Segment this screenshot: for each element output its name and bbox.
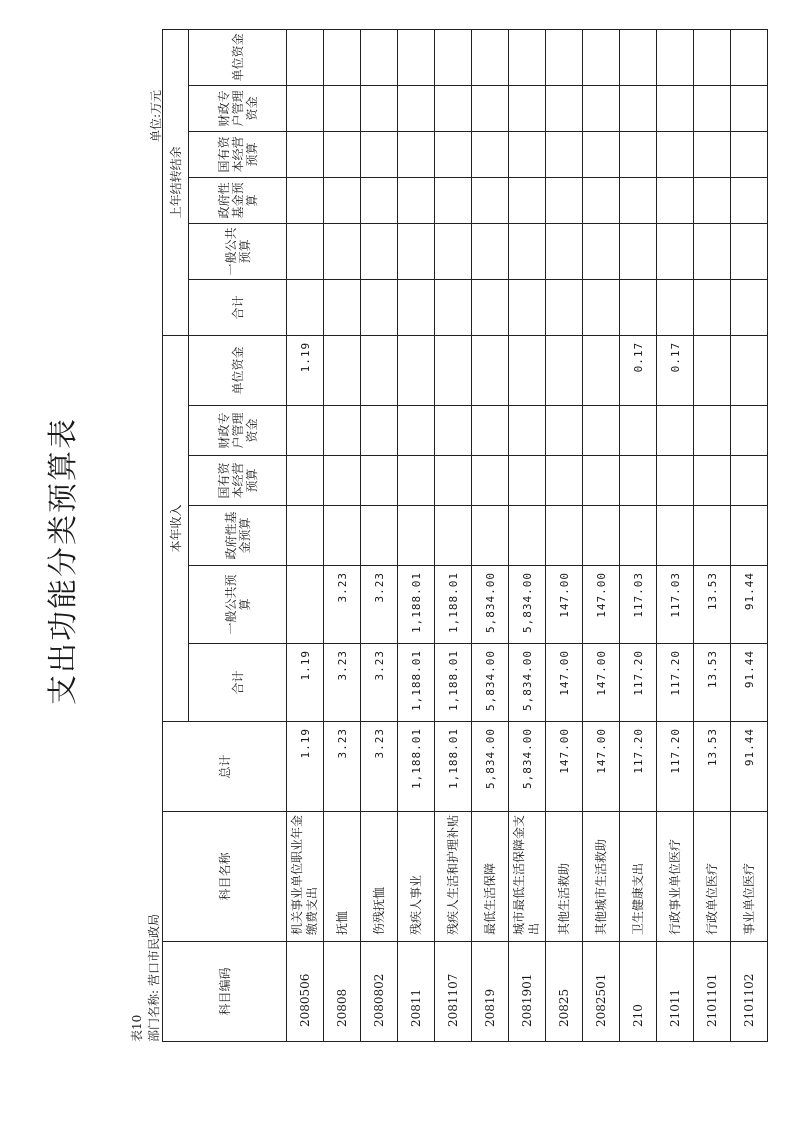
row-current-general: 1,188.01 (435, 566, 472, 644)
row-code: 2101101 (694, 942, 731, 1042)
row-code: 2081107 (435, 942, 472, 1042)
row-carry-total (361, 279, 398, 335)
row-carry-general (324, 223, 361, 279)
row-current-total: 3.23 (361, 644, 398, 722)
row-current-state (657, 456, 694, 506)
row-name: 其他城市生活救助 (583, 812, 620, 942)
row-current-general: 13.53 (694, 566, 731, 644)
row-name: 伤残抚恤 (361, 812, 398, 942)
row-code: 210 (620, 942, 657, 1042)
table-body (287, 29, 768, 1041)
row-current-unit: 1.19 (287, 335, 324, 405)
header-carry-fund: 政府性基金预算 (189, 177, 287, 223)
row-current-general: 117.03 (620, 566, 657, 644)
row-name: 最低生活保障 (472, 812, 509, 942)
row-code: 2080802 (361, 942, 398, 1042)
header-code: 科目编码 (163, 942, 287, 1042)
table-row (546, 29, 583, 1041)
row-carry-special (435, 85, 472, 131)
row-current-special (731, 406, 768, 456)
row-current-special (694, 406, 731, 456)
row-carry-fund (324, 177, 361, 223)
table-row (287, 29, 324, 1041)
row-carry-state (398, 131, 435, 177)
row-carry-special (287, 85, 324, 131)
row-carry-general (398, 223, 435, 279)
table-number: 表10 (130, 1014, 144, 1042)
row-name: 事业单位医疗 (731, 812, 768, 942)
row-name: 城市最低生活保障金支出 (509, 812, 546, 942)
row-current-fund (361, 506, 398, 566)
row-carry-state (657, 131, 694, 177)
row-carry-total (657, 279, 694, 335)
row-carry-general (472, 223, 509, 279)
row-carry-fund (287, 177, 324, 223)
header-carry-state: 国有资本经营预算 (189, 131, 287, 177)
row-current-total: 5,834.00 (472, 644, 509, 722)
table-row (620, 29, 657, 1041)
row-carry-fund (472, 177, 509, 223)
row-current-state (509, 456, 546, 506)
row-current-total: 1.19 (287, 644, 324, 722)
row-code: 2081901 (509, 942, 546, 1042)
table-row (509, 29, 546, 1041)
row-total: 117.20 (620, 722, 657, 812)
row-current-general: 1,188.01 (398, 566, 435, 644)
row-carry-general (287, 223, 324, 279)
row-current-unit (583, 335, 620, 405)
row-current-total: 147.00 (546, 644, 583, 722)
row-current-fund (694, 506, 731, 566)
row-carry-total (287, 279, 324, 335)
table-row (583, 29, 620, 1041)
table-row (472, 29, 509, 1041)
row-current-fund (324, 506, 361, 566)
header-carry-unit: 单位资金 (189, 29, 287, 85)
row-current-unit (472, 335, 509, 405)
row-current-fund (583, 506, 620, 566)
row-code: 20811 (398, 942, 435, 1042)
row-carry-total (546, 279, 583, 335)
row-carry-general (546, 223, 583, 279)
header-current-fund: 政府性基金预算 (189, 506, 287, 566)
row-carry-fund (694, 177, 731, 223)
row-name: 行政单位医疗 (694, 812, 731, 942)
row-current-unit (546, 335, 583, 405)
table-row (398, 29, 435, 1041)
row-code: 21011 (657, 942, 694, 1042)
row-current-state (546, 456, 583, 506)
row-current-general: 5,834.00 (472, 566, 509, 644)
row-current-unit (324, 335, 361, 405)
row-current-fund (509, 506, 546, 566)
row-current-general: 3.23 (324, 566, 361, 644)
row-current-fund (435, 506, 472, 566)
row-carry-state (435, 131, 472, 177)
header-current-income: 本年收入 (163, 335, 189, 721)
row-current-fund (398, 506, 435, 566)
row-name: 其他生活救助 (546, 812, 583, 942)
row-current-unit: 0.17 (620, 335, 657, 405)
row-carry-general (509, 223, 546, 279)
row-carry-state (324, 131, 361, 177)
row-carry-general (583, 223, 620, 279)
row-code: 20808 (324, 942, 361, 1042)
row-carry-special (398, 85, 435, 131)
row-carry-unit (694, 29, 731, 85)
row-current-total: 117.20 (620, 644, 657, 722)
row-current-total: 13.53 (694, 644, 731, 722)
row-current-special (287, 406, 324, 456)
header-carry-total: 合计 (189, 279, 287, 335)
page-title: 支出功能分类预算表 (46, 417, 81, 705)
row-carry-general (361, 223, 398, 279)
row-carry-special (472, 85, 509, 131)
row-carry-state (361, 131, 398, 177)
header-current-general: 一般公共预算 (189, 566, 287, 644)
row-total: 147.00 (546, 722, 583, 812)
row-name: 机关事业单位职业年金缴费支出 (287, 812, 324, 942)
header-carry-general: 一般公共预算 (189, 223, 287, 279)
row-carry-unit (324, 29, 361, 85)
row-carry-total (509, 279, 546, 335)
table-row (361, 29, 398, 1041)
unit-label: 单位:万元 (149, 90, 163, 143)
row-current-general: 147.00 (546, 566, 583, 644)
row-current-fund (620, 506, 657, 566)
row-name: 卫生健康支出 (620, 812, 657, 942)
row-carry-state (731, 131, 768, 177)
row-carry-state (287, 131, 324, 177)
row-current-state (287, 456, 324, 506)
row-carry-total (324, 279, 361, 335)
row-current-general (287, 566, 324, 644)
row-carry-unit (620, 29, 657, 85)
row-current-unit (435, 335, 472, 405)
row-code: 2082501 (583, 942, 620, 1042)
budget-table (162, 29, 768, 1042)
row-current-unit (509, 335, 546, 405)
row-total: 3.23 (324, 722, 361, 812)
row-current-total: 91.44 (731, 644, 768, 722)
header-name: 科目名称 (163, 812, 287, 942)
row-carry-total (620, 279, 657, 335)
row-current-unit (731, 335, 768, 405)
header-carry-special: 财政专户管理资金 (189, 85, 287, 131)
header-current-total: 合计 (189, 644, 287, 722)
row-current-unit (694, 335, 731, 405)
row-carry-total (694, 279, 731, 335)
row-total: 117.20 (657, 722, 694, 812)
row-code: 2101102 (731, 942, 768, 1042)
row-current-fund (287, 506, 324, 566)
department-label: 部门名称: (147, 989, 161, 1042)
row-carry-special (731, 85, 768, 131)
row-carry-special (324, 85, 361, 131)
row-current-special (620, 406, 657, 456)
row-carry-general (435, 223, 472, 279)
row-code: 2080506 (287, 942, 324, 1042)
row-current-special (472, 406, 509, 456)
row-current-general: 91.44 (731, 566, 768, 644)
row-carry-total (583, 279, 620, 335)
row-current-state (731, 456, 768, 506)
row-carry-fund (398, 177, 435, 223)
row-current-total: 1,188.01 (398, 644, 435, 722)
row-total: 13.53 (694, 722, 731, 812)
row-current-total: 3.23 (324, 644, 361, 722)
row-current-total: 117.20 (657, 644, 694, 722)
row-carry-special (694, 85, 731, 131)
row-carry-special (546, 85, 583, 131)
row-total: 147.00 (583, 722, 620, 812)
row-current-total: 147.00 (583, 644, 620, 722)
row-current-total: 5,834.00 (509, 644, 546, 722)
row-name: 残疾人生活和护理补贴 (435, 812, 472, 942)
row-current-general: 5,834.00 (509, 566, 546, 644)
row-current-unit: 0.17 (657, 335, 694, 405)
row-code: 20825 (546, 942, 583, 1042)
row-carry-unit (435, 29, 472, 85)
row-name: 残疾人事业 (398, 812, 435, 942)
row-current-special (361, 406, 398, 456)
row-carry-unit (287, 29, 324, 85)
row-current-total: 1,188.01 (435, 644, 472, 722)
row-total: 91.44 (731, 722, 768, 812)
row-carry-unit (657, 29, 694, 85)
header-carryover: 上年结转结余 (163, 29, 189, 335)
header-current-unit: 单位资金 (189, 335, 287, 405)
row-carry-fund (546, 177, 583, 223)
row-current-state (472, 456, 509, 506)
row-total: 1.19 (287, 722, 324, 812)
row-current-state (324, 456, 361, 506)
row-current-state (398, 456, 435, 506)
row-carry-total (398, 279, 435, 335)
row-carry-general (731, 223, 768, 279)
table-row (435, 29, 472, 1041)
header-current-state: 国有资本经营预算 (189, 456, 287, 506)
row-current-general: 147.00 (583, 566, 620, 644)
row-carry-total (731, 279, 768, 335)
row-carry-general (620, 223, 657, 279)
department-line (145, 910, 162, 1042)
row-current-special (398, 406, 435, 456)
row-carry-state (472, 131, 509, 177)
header-total: 总计 (163, 722, 287, 812)
row-carry-total (435, 279, 472, 335)
row-name: 抚恤 (324, 812, 361, 942)
table-row (324, 29, 361, 1041)
row-current-general: 117.03 (657, 566, 694, 644)
row-carry-state (546, 131, 583, 177)
row-carry-special (620, 85, 657, 131)
row-carry-special (361, 85, 398, 131)
row-carry-special (657, 85, 694, 131)
row-current-special (583, 406, 620, 456)
row-total: 3.23 (361, 722, 398, 812)
row-total: 1,188.01 (435, 722, 472, 812)
row-current-unit (361, 335, 398, 405)
row-current-general: 3.23 (361, 566, 398, 644)
row-carry-state (583, 131, 620, 177)
table-row (657, 29, 694, 1041)
row-carry-state (694, 131, 731, 177)
row-current-fund (472, 506, 509, 566)
row-total: 1,188.01 (398, 722, 435, 812)
row-carry-total (472, 279, 509, 335)
department-name: 营口市民政局 (147, 913, 161, 986)
row-current-state (435, 456, 472, 506)
row-carry-fund (509, 177, 546, 223)
row-current-state (361, 456, 398, 506)
row-carry-fund (731, 177, 768, 223)
header-current-special: 财政专户管理资金 (189, 406, 287, 456)
row-carry-fund (620, 177, 657, 223)
row-current-fund (657, 506, 694, 566)
row-carry-state (509, 131, 546, 177)
row-current-state (583, 456, 620, 506)
table-row (731, 29, 768, 1041)
row-current-special (546, 406, 583, 456)
row-current-unit (398, 335, 435, 405)
row-carry-general (694, 223, 731, 279)
row-carry-general (657, 223, 694, 279)
row-current-special (324, 406, 361, 456)
row-carry-unit (509, 29, 546, 85)
row-total: 5,834.00 (509, 722, 546, 812)
row-carry-unit (398, 29, 435, 85)
row-code: 20819 (472, 942, 509, 1042)
row-current-state (694, 456, 731, 506)
row-carry-state (620, 131, 657, 177)
row-current-state (620, 456, 657, 506)
row-carry-fund (657, 177, 694, 223)
row-carry-unit (472, 29, 509, 85)
table-row (694, 29, 731, 1041)
row-current-special (435, 406, 472, 456)
row-carry-unit (546, 29, 583, 85)
row-carry-fund (435, 177, 472, 223)
row-carry-fund (583, 177, 620, 223)
row-name: 行政事业单位医疗 (657, 812, 694, 942)
row-current-fund (546, 506, 583, 566)
row-carry-fund (361, 177, 398, 223)
row-carry-special (583, 85, 620, 131)
row-current-special (657, 406, 694, 456)
row-current-special (509, 406, 546, 456)
row-carry-unit (583, 29, 620, 85)
row-carry-special (509, 85, 546, 131)
row-total: 5,834.00 (472, 722, 509, 812)
row-carry-unit (361, 29, 398, 85)
row-carry-unit (731, 29, 768, 85)
row-current-fund (731, 506, 768, 566)
